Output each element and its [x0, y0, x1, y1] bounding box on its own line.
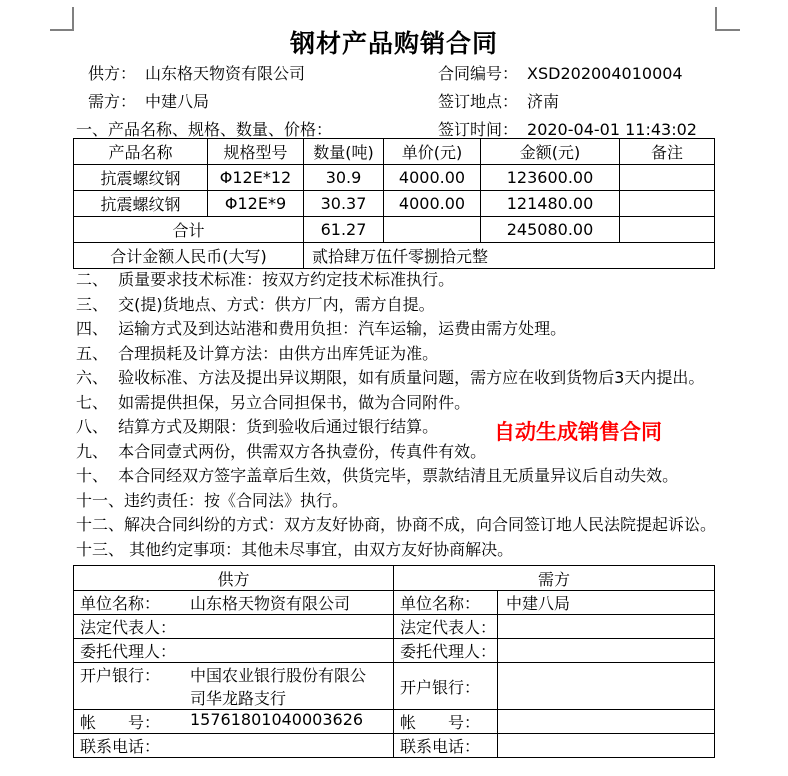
- total-row: [74, 217, 715, 243]
- clause-item: 五、 合理损耗及计算方法：由供方出库凭证为准。: [76, 343, 439, 363]
- clause-item: 十、 本合同经双方签字盖章后生效，供货完毕，票款结清且无质量异议后自动失效。: [76, 466, 679, 485]
- signing-time-line: [438, 120, 697, 140]
- signing-place-label: 签订地点：: [438, 92, 519, 111]
- signature-row-phone: [74, 734, 715, 758]
- note-cell: [620, 191, 715, 217]
- clause-item: 九、 本合同壹式两份，供需双方各执壹份，传真件有效。: [76, 441, 487, 461]
- buyer-phone-label-cell: 联系电话：: [394, 734, 498, 758]
- qty-cell: 30.37: [304, 191, 384, 217]
- field-label: 帐 号：: [80, 713, 161, 732]
- supplier-line: [88, 64, 305, 84]
- buyer-line: [88, 92, 209, 112]
- amount-in-words-row: [74, 243, 715, 269]
- product-table: [73, 138, 715, 269]
- signature-header-row: [74, 566, 715, 591]
- field-label: 单位名称：: [80, 594, 161, 613]
- total-amount-cell: 245080.00: [481, 217, 620, 243]
- buyer-company-label-cell: 单位名称：: [394, 591, 498, 615]
- buyer-name: 中建八局: [145, 92, 210, 111]
- clause-item: 三、 交(提)货地点、方式：供方厂内，需方自提。: [76, 294, 435, 314]
- signature-row-agent: [74, 639, 715, 663]
- clause-item: 七、 如需提供担保，另立合同担保书，做为合同附件。: [76, 392, 471, 412]
- supplier-legal-rep-cell: [74, 615, 394, 639]
- clause-list: [76, 268, 716, 562]
- supplier-name: 山东格天物资有限公司: [145, 64, 306, 83]
- buyer-agent-value-cell: [498, 639, 715, 663]
- col-header-spec: 规格型号: [208, 139, 304, 165]
- field-label: 开户银行：: [80, 666, 161, 685]
- signature-table: [73, 565, 715, 758]
- buyer-account-value-cell: [498, 710, 715, 734]
- note-cell: [620, 165, 715, 191]
- buyer-header-cell: 需方: [394, 566, 715, 591]
- col-header-unit-price: 单价(元): [384, 139, 481, 165]
- buyer-account-label-cell: 帐 号：: [394, 710, 498, 734]
- clause-item: 十二、解决合同纠纷的方式：双方友好协商，协商不成，向合同签订地人民法院提起诉讼。: [76, 515, 717, 534]
- product-name-cell: 抗震螺纹钢: [74, 165, 208, 191]
- contract-number-line: [438, 64, 683, 84]
- spec-cell: Φ12E*12: [208, 165, 304, 191]
- buyer-agent-label-cell: 委托代理人：: [394, 639, 498, 663]
- contract-number-value: XSD202004010004: [527, 64, 683, 83]
- clause-item: 六、 验收标准、方法及提出异议期限，如有质量问题，需方应在收到货物后3天内提出。: [76, 368, 705, 387]
- total-unit-price-cell: [384, 217, 481, 243]
- supplier-bank-cell: [74, 663, 394, 710]
- supplier-account-cell: [74, 710, 394, 734]
- field-value: 中国农业银行股份有限公司华龙路支行: [190, 666, 367, 708]
- buyer-legal-rep-label-cell: 法定代表人：: [394, 615, 498, 639]
- buyer-bank-label-cell: 开户银行：: [394, 663, 498, 710]
- field-value: 山东格天物资有限公司: [190, 594, 351, 613]
- supplier-label: 供方：: [88, 64, 137, 83]
- amount-cell: 123600.00: [481, 165, 620, 191]
- qty-cell: 30.9: [304, 165, 384, 191]
- signature-row-legal-rep: [74, 615, 715, 639]
- field-label: 法定代表人：: [80, 618, 177, 637]
- clause-item: 四、 运输方式及到达站港和费用负担：汽车运输，运费由需方处理。: [76, 319, 567, 338]
- col-header-qty: 数量(吨): [304, 139, 384, 165]
- signature-row-company: [74, 591, 715, 615]
- clause-item: 十三、 其他约定事项：其他未尽事宜，由双方友好协商解决。: [76, 539, 514, 559]
- total-qty-cell: 61.27: [304, 217, 384, 243]
- auto-generated-stamp: 自动生成销售合同: [494, 420, 662, 444]
- supplier-agent-cell: [74, 639, 394, 663]
- signature-row-bank: [74, 663, 715, 710]
- signing-place-value: 济南: [527, 92, 560, 111]
- col-header-product-name: 产品名称: [74, 139, 208, 165]
- supplier-header-cell: 供方: [74, 566, 394, 591]
- section-one-heading: 一、产品名称、规格、数量、价格：: [76, 120, 333, 139]
- unit-price-cell: 4000.00: [384, 191, 481, 217]
- field-label: 委托代理人：: [80, 642, 177, 661]
- product-row: [74, 191, 715, 217]
- signing-time-label: 签订时间：: [438, 120, 519, 139]
- supplier-company-cell: [74, 591, 394, 615]
- buyer-phone-value-cell: [498, 734, 715, 758]
- product-name-cell: 抗震螺纹钢: [74, 191, 208, 217]
- buyer-company-value-cell: 中建八局: [498, 591, 715, 615]
- product-table-header-row: [74, 139, 715, 165]
- contract-title: 钢材产品购销合同: [289, 29, 498, 58]
- field-value: 15761801040003626: [190, 710, 364, 729]
- col-header-note: 备注: [620, 139, 715, 165]
- unit-price-cell: 4000.00: [384, 165, 481, 191]
- col-header-amount: 金额(元): [481, 139, 620, 165]
- clause-item: 十一、违约责任：按《合同法》执行。: [76, 490, 349, 510]
- contract-number-label: 合同编号：: [438, 64, 519, 83]
- clause-item: 二、 质量要求技术标准：按双方约定技术标准执行。: [76, 270, 455, 289]
- signature-row-account: [74, 710, 715, 734]
- buyer-legal-rep-value-cell: [498, 615, 715, 639]
- field-label: 联系电话：: [80, 737, 161, 756]
- amount-words-label-cell: 合计金额人民币(大写): [74, 243, 304, 269]
- buyer-bank-value-cell: [498, 663, 715, 710]
- supplier-phone-cell: [74, 734, 394, 758]
- signing-place-line: [438, 92, 559, 112]
- product-row: [74, 165, 715, 191]
- amount-cell: 121480.00: [481, 191, 620, 217]
- amount-words-value-cell: 贰拾肆万伍仟零捌拾元整: [304, 243, 715, 269]
- spec-cell: Φ12E*9: [208, 191, 304, 217]
- signing-time-value: 2020-04-01 11:43:02: [527, 120, 697, 139]
- buyer-label: 需方：: [88, 92, 137, 111]
- clause-item: 八、 结算方式及期限：货到验收后通过银行结算。: [76, 417, 439, 436]
- total-note-cell: [620, 217, 715, 243]
- total-label-cell: 合计: [74, 217, 304, 243]
